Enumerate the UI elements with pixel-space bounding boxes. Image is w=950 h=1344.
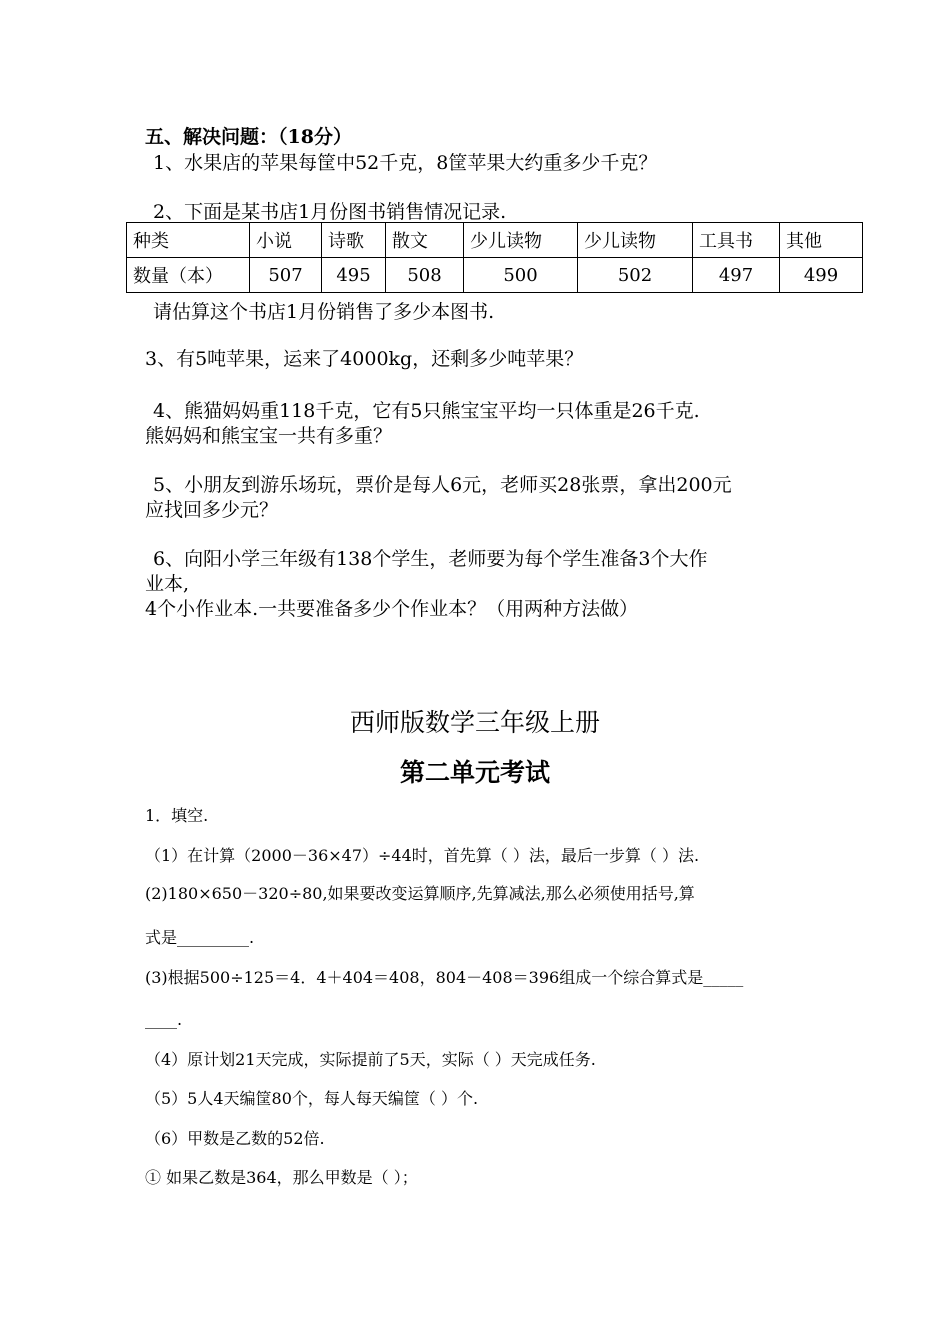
table-cell: 工具书 <box>693 223 780 258</box>
question-6-line-3: 4个小作业本.一共要准备多少个作业本？（用两种方法做） <box>145 598 639 620</box>
fill-item-5: （5）5人4天编筐80个，每人每天编筐（ ）个. <box>145 1089 479 1108</box>
table-cell: 少儿读物 <box>578 223 693 258</box>
fill-item-3-line-2: ____. <box>145 1010 183 1029</box>
table-cell: 507 <box>250 258 322 293</box>
table-cell: 小说 <box>250 223 322 258</box>
fill-item-1: （1）在计算（2000－36×47）÷44时，首先算（ ）法，最后一步算（ ）法. <box>145 846 700 865</box>
fill-item-2-line-2: 式是_________. <box>145 928 255 947</box>
sales-table <box>126 222 863 293</box>
table-header-row <box>127 223 863 258</box>
table-row <box>127 258 863 293</box>
question-2-ask: 请估算这个书店1月份销售了多少本图书. <box>153 301 495 323</box>
table-cell: 502 <box>578 258 693 293</box>
table-cell: 497 <box>693 258 780 293</box>
question-4-line-2: 熊妈妈和熊宝宝一共有多重？ <box>145 425 393 447</box>
table-cell: 495 <box>322 258 386 293</box>
table-cell: 种类 <box>127 223 250 258</box>
section-fill-blank: 1．填空. <box>145 806 209 825</box>
table-cell: 499 <box>780 258 863 293</box>
fill-item-6: （6）甲数是乙数的52倍. <box>145 1129 325 1148</box>
table-cell: 500 <box>464 258 578 293</box>
question-4-line-1: 4、熊猫妈妈重118千克，它有5只熊宝宝平均一只体重是26千克. <box>153 400 700 422</box>
question-1: 1、水果店的苹果每筐中52千克，8筐苹果大约重多少千克？ <box>153 152 658 174</box>
table-cell: 其他 <box>780 223 863 258</box>
fill-item-3-line-1: (3)根据500÷125＝4．4＋404＝408，804－408＝396组成一个综合算式是_____ <box>145 968 744 987</box>
question-6-line-2: 业本, <box>145 573 190 595</box>
fill-item-2-line-1: (2)180×650－320÷80,如果要改变运算顺序,先算减法,那么必须使用括号,算 <box>145 884 695 903</box>
fill-item-4: （4）原计划21天完成，实际提前了5天，实际（ ）天完成任务. <box>145 1050 596 1069</box>
exam-title: 西师版数学三年级上册 <box>349 708 600 737</box>
question-3: 3、有5吨苹果，运来了4000kg，还剩多少吨苹果？ <box>145 348 584 370</box>
section-heading: 五、解决问题：（18分） <box>145 126 352 148</box>
table-cell: 数量（本） <box>127 258 250 293</box>
table-cell: 诗歌 <box>322 223 386 258</box>
question-6-line-1: 6、向阳小学三年级有138个学生，老师要为每个学生准备3个大作 <box>153 548 708 570</box>
exam-subtitle: 第二单元考试 <box>399 758 550 787</box>
question-5-line-1: 5、小朋友到游乐场玩，票价是每人6元，老师买28张票，拿出200元 <box>153 474 732 496</box>
table-cell: 散文 <box>386 223 464 258</box>
question-2-intro: 2、下面是某书店1月份图书销售情况记录. <box>153 201 507 223</box>
table-cell: 508 <box>386 258 464 293</box>
table-cell: 少儿读物 <box>464 223 578 258</box>
question-5-line-2: 应找回多少元？ <box>145 499 279 521</box>
fill-item-6-sub-1: ① 如果乙数是364，那么甲数是（ ）； <box>145 1168 418 1187</box>
